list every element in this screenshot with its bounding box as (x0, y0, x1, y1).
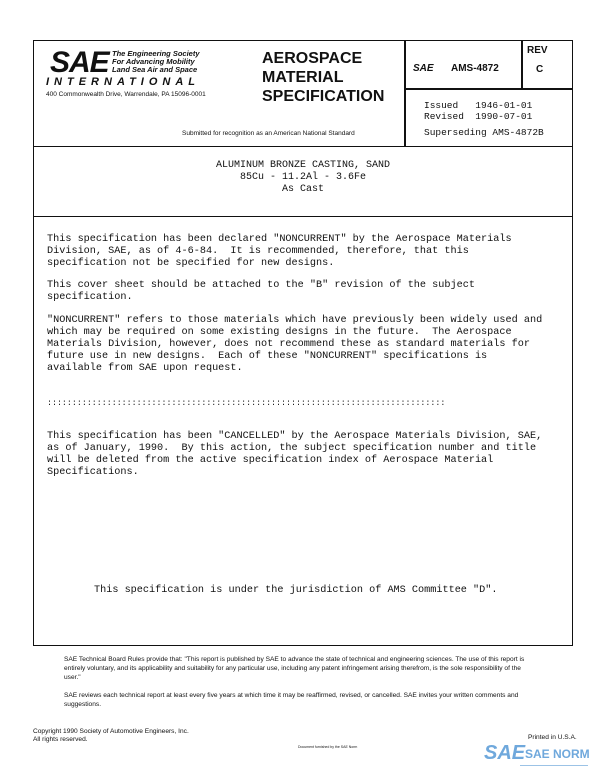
separator: :::::::::::::::::::::::::::::::::::::::::::::::::::::::::::::::::::::::::::::::: (47, 399, 446, 408)
issued-date: Issued 1946-01-01 (424, 100, 533, 111)
rights: All rights reserved. (33, 736, 88, 743)
cover-sheet-paragraph: This cover sheet should be attached to the "B" revision of the subject specification. (47, 280, 475, 303)
noncurrent-paragraph: This specification has been declared "NONCURRENT" by the Aerospace Materials Division, SAE, as of 4-6-84. It is recommended, therefore, that this specification not be specified for new designs. (47, 234, 512, 269)
doc-type-3: SPECIFICATION (262, 88, 385, 105)
review-note: SAE reviews each technical report at least every five years at which time it may be reaffirmed, revised, or cancelled. SAE invites your written comments and suggestions. (64, 692, 519, 708)
tagline-1: The Engineering Society (112, 49, 200, 58)
rev-label: REV (527, 45, 548, 56)
small-sae-logo: SAE (413, 63, 434, 74)
tagline-3: Land Sea Air and Space (112, 65, 198, 74)
printed-in: Printed in U.S.A. (528, 734, 577, 741)
doc-number: AMS-4872 (451, 63, 499, 74)
revised-date: Revised 1990-07-01 (424, 111, 533, 122)
small-note: Document furnished by the SAE Norm (298, 745, 358, 749)
jurisdiction-note: This specification is under the jurisdiction of AMS Committee "D". (94, 585, 498, 596)
title-block (33, 160, 573, 196)
title-line-1: ALUMINUM BRONZE CASTING, SAND (215, 160, 391, 171)
sae-norm-watermark: SAE (484, 742, 526, 764)
sae-logo: SAE (50, 46, 109, 79)
title-line-2: 85Cu - 11.2Al - 3.6Fe (239, 172, 367, 183)
board-rules: SAE Technical Board Rules provide that: "This report is published by SAE to advance the state of technical and engineering sciences. The use of this report is entirely voluntary, and its applicability and suitability for any particular use, including any patent infringement arising therefrom, is the sole responsibility of the user." (64, 656, 525, 681)
submitted-note: Submitted for recognition as an American National Standard (182, 130, 355, 137)
title-line-3: As Cast (281, 184, 324, 195)
international-label: INTERNATIONAL (46, 76, 201, 88)
rev-value: C (536, 64, 544, 75)
copyright: Copyright 1990 Society of Automotive Engineers, Inc. (33, 728, 189, 735)
doc-type-1: AEROSPACE (262, 50, 363, 67)
superseding: Superseding AMS-4872B (424, 127, 544, 138)
cancelled-paragraph: This specification has been "CANCELLED" by the Aerospace Materials Division, SAE, as of January, 1990. By this action, the subject specification number and title will be deleted from the active specification index of Aerospace Material Specifications. (47, 431, 543, 478)
sae-norm-label: SAE NORM (525, 747, 590, 761)
doc-type-2: MATERIAL (262, 69, 344, 86)
tagline-2: For Advancing Mobility (112, 57, 195, 66)
address: 400 Commonwealth Drive, Warrendale, PA 15096-0001 (46, 91, 206, 98)
noncurrent-definition-paragraph: "NONCURRENT" refers to those materials which have previously been widely used and which may be required on some existing designs in the future. The Aerospace Materials Division, however, does not recommend these as standard materials for future use in new designs. Each of these "NONCURRENT" specifications is available from SAE upon request. (47, 315, 543, 374)
